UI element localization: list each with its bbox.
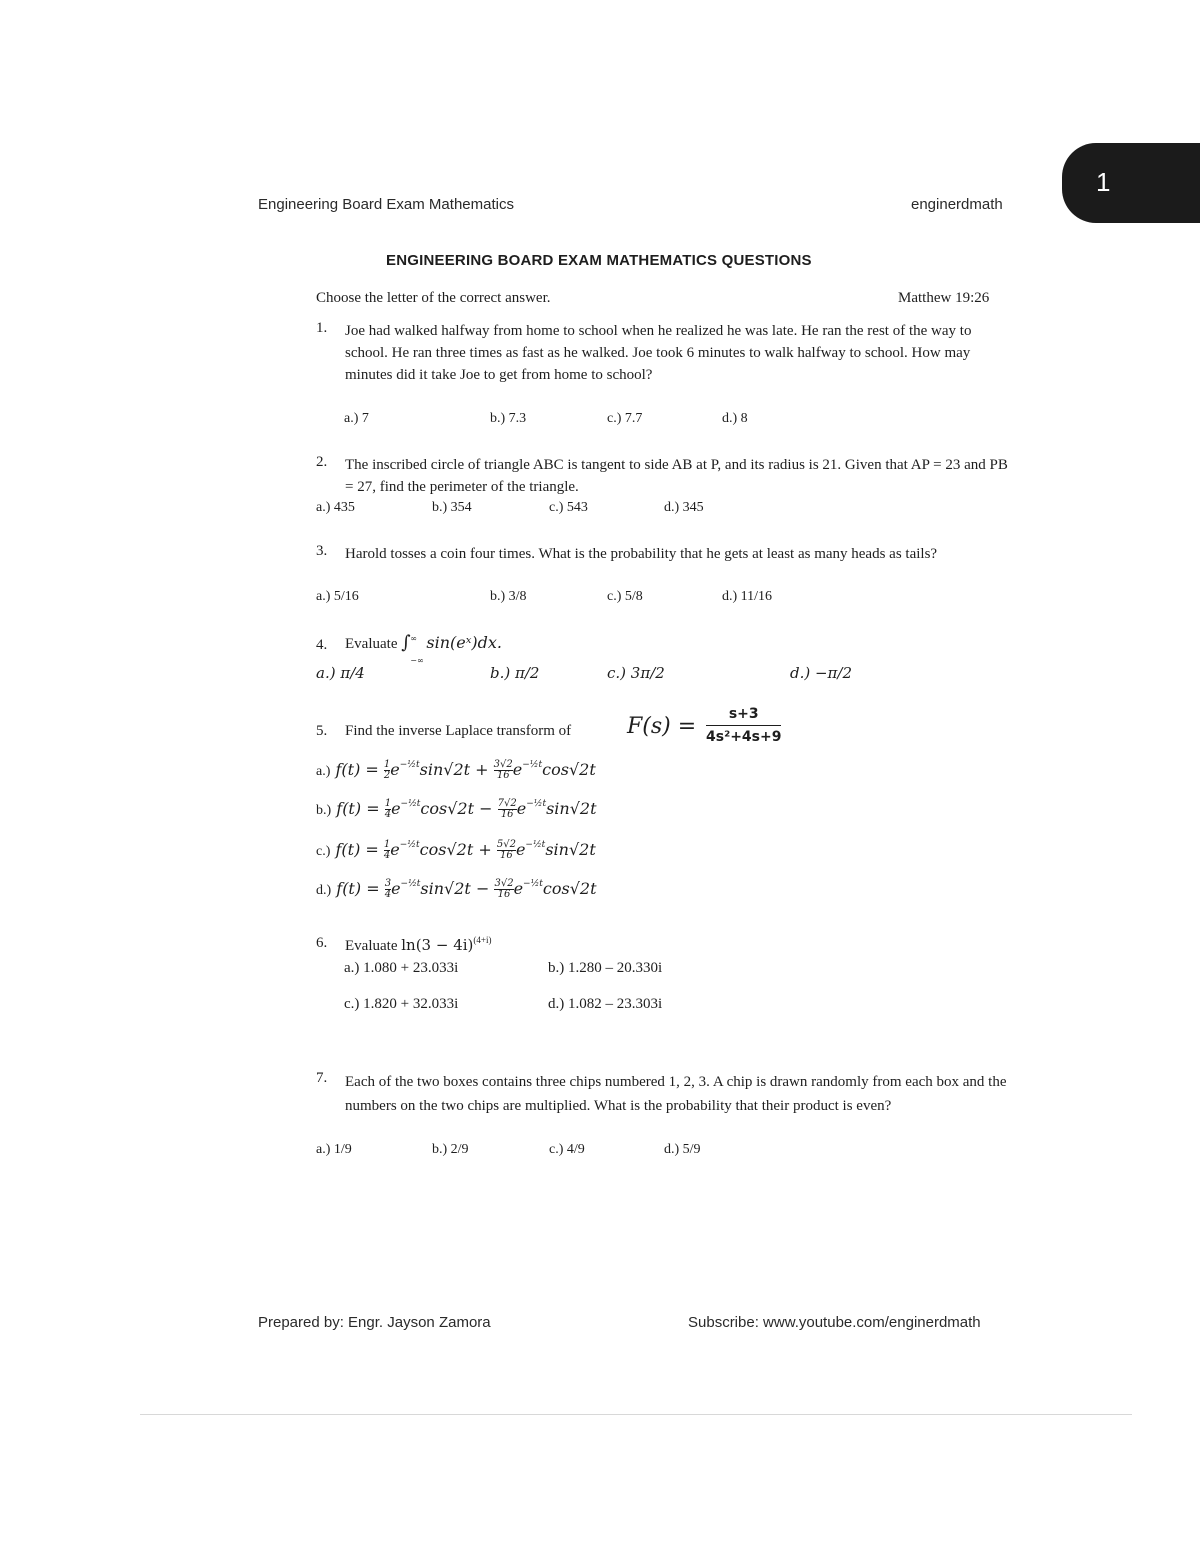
option-b[interactable]: b.) 7.3 (490, 411, 527, 426)
question-text (345, 935, 491, 955)
expression: ln(3 − 4i) (401, 936, 474, 954)
option-b[interactable]: b.) 354 (432, 500, 472, 515)
option-d[interactable]: d.) 5/9 (664, 1142, 701, 1157)
question-prompt: Evaluate (345, 938, 398, 954)
question-number: 2. (316, 454, 328, 470)
question-number: 1. (316, 320, 328, 336)
page-title: ENGINEERING BOARD EXAM MATHEMATICS QUESTIONS (386, 252, 812, 269)
laplace-function: F(s) = (627, 714, 697, 739)
option-b[interactable]: b.) f(t) = $\frac{1}{4}$ $e^{-\frac{1}{2}t}\cos√2t$ − $\frac{7√2}{16}$ $e^{-\frac{1}{2}t}\sin√2t$ (316, 798, 597, 820)
option-c[interactable]: c.) 4/9 (549, 1142, 585, 1157)
option-c[interactable]: c.) 543 (549, 500, 588, 515)
option-c[interactable]: c.) 1.820 + 32.033i (344, 996, 459, 1012)
expression-power: (4+i) (473, 935, 492, 945)
coefficient-1: $\frac{1}{2}$ (383, 759, 391, 781)
option-d[interactable]: d.) −π/2 (790, 664, 853, 682)
question-number: 6. (316, 935, 328, 951)
running-header-channel: enginerdmath (911, 196, 1003, 213)
question-number: 4. (316, 637, 328, 653)
option-a[interactable]: a.) 1.080 + 23.033i (344, 960, 459, 976)
option-a[interactable]: a.) 5/16 (316, 589, 359, 604)
question-number: 5. (316, 723, 328, 739)
integrand: sin(eˣ)dx. (426, 633, 502, 652)
coefficient-2: $\frac{7√2}{16}$ (497, 798, 517, 820)
laplace-fraction (706, 706, 781, 745)
running-header-title: Engineering Board Exam Mathematics (258, 196, 514, 213)
option-lhs: f(t) = (335, 760, 379, 779)
option-d[interactable]: d.) 11/16 (722, 589, 773, 604)
coefficient-2: $\frac{5√2}{16}$ (496, 839, 516, 861)
question-text: Each of the two boxes contains three chips numbered 1, 2, 3. A chip is drawn randomly from each box and the numbers on the two chips are multiplied. What is the probability that their product is even? (345, 1074, 1007, 1114)
option-lhs: f(t) = (336, 879, 380, 898)
option-a[interactable]: a.) 7 (344, 411, 369, 426)
question-prompt: Evaluate (345, 636, 398, 652)
question-number: 7. (316, 1070, 328, 1086)
option-label: c.) (316, 844, 331, 859)
question-number: 3. (316, 543, 328, 559)
footer-subscribe-link[interactable]: Subscribe: www.youtube.com/enginerdmath (688, 1314, 981, 1331)
integral-lower: −∞ (410, 656, 424, 665)
option-c[interactable]: c.) 7.7 (607, 411, 643, 426)
option-c[interactable]: c.) f(t) = $\frac{1}{4}$ $e^{-\frac{1}{2}t}\cos√2t$ + $\frac{5√2}{16}$ $e^{-\frac{1}{2}t}\sin√2t$ (316, 839, 596, 861)
coefficient-2: $\frac{3√2}{16}$ (494, 878, 514, 900)
integral-upper: ∞ (410, 634, 417, 643)
question-text: The inscribed circle of triangle ABC is tangent to side AB at P, and its radius is 21. Given that AP = 23 and PB = 27, find the perimeter of the triangle. (345, 457, 1008, 495)
option-lhs: f(t) = (336, 799, 380, 818)
option-b[interactable]: b.) 3/8 (490, 589, 527, 604)
option-lhs: f(t) = (335, 840, 379, 859)
question-text: Joe had walked halfway from home to school when he realized he was late. He ran the rest of the way to school. He ran three times as fast as he walked. Joe took 6 minutes to walk halfway to school. How may minutes did it take Joe to get from home to school? (345, 323, 972, 383)
question-text (345, 628, 1017, 665)
coefficient-1: $\frac{1}{4}$ (384, 798, 392, 820)
fraction-denominator: 4s²+4s+9 (706, 725, 781, 745)
question-text: Harold tosses a coin four times. What is the probability that he gets at least as many heads as tails? (345, 546, 938, 562)
bible-verse: Matthew 19:26 (898, 290, 990, 306)
coefficient-1: $\frac{1}{4}$ (383, 839, 391, 861)
option-d[interactable]: d.) 8 (722, 411, 748, 426)
instruction-text: Choose the letter of the correct answer. (316, 290, 551, 306)
option-a[interactable]: a.) 435 (316, 500, 355, 515)
question-text: Find the inverse Laplace transform of (345, 723, 572, 739)
option-d[interactable]: d.) 1.082 – 23.303i (548, 996, 663, 1012)
integral-sign: ∫ ∞ −∞ (401, 632, 410, 653)
option-d[interactable]: d.) 345 (664, 500, 704, 515)
option-a[interactable]: a.) π/4 (316, 664, 365, 682)
fraction-numerator: s+3 (728, 706, 759, 722)
option-a[interactable]: a.) 1/9 (316, 1142, 352, 1157)
coefficient-2: $\frac{3√2}{16}$ (493, 759, 513, 781)
page-number-tab (1062, 143, 1200, 223)
option-c[interactable]: c.) 5/8 (607, 589, 643, 604)
option-label: d.) (316, 883, 332, 898)
option-d[interactable]: d.) f(t) = $\frac{3}{4}$ $e^{-\frac{1}{2}t}\sin√2t$ − $\frac{3√2}{16}$ $e^{-\frac{1}{2}t}\cos√2t$ (316, 878, 597, 900)
option-c[interactable]: c.) 3π/2 (607, 664, 665, 682)
option-label: a.) (316, 764, 331, 779)
footer-author: Prepared by: Engr. Jayson Zamora (258, 1314, 491, 1331)
coefficient-1: $\frac{3}{4}$ (384, 878, 392, 900)
option-label: b.) (316, 803, 332, 818)
option-b[interactable]: b.) 2/9 (432, 1142, 469, 1157)
page-number: 1 (1096, 167, 1111, 197)
page-divider (140, 1414, 1132, 1415)
option-a[interactable]: a.) f(t) = $\frac{1}{2}$ $e^{-\frac{1}{2}t}\sin√2t$ + $\frac{3√2}{16}$ $e^{-\frac{1}{2}t}\cos√2t$ (316, 759, 596, 781)
option-b[interactable]: b.) 1.280 – 20.330i (548, 960, 663, 976)
option-b[interactable]: b.) π/2 (490, 664, 540, 682)
